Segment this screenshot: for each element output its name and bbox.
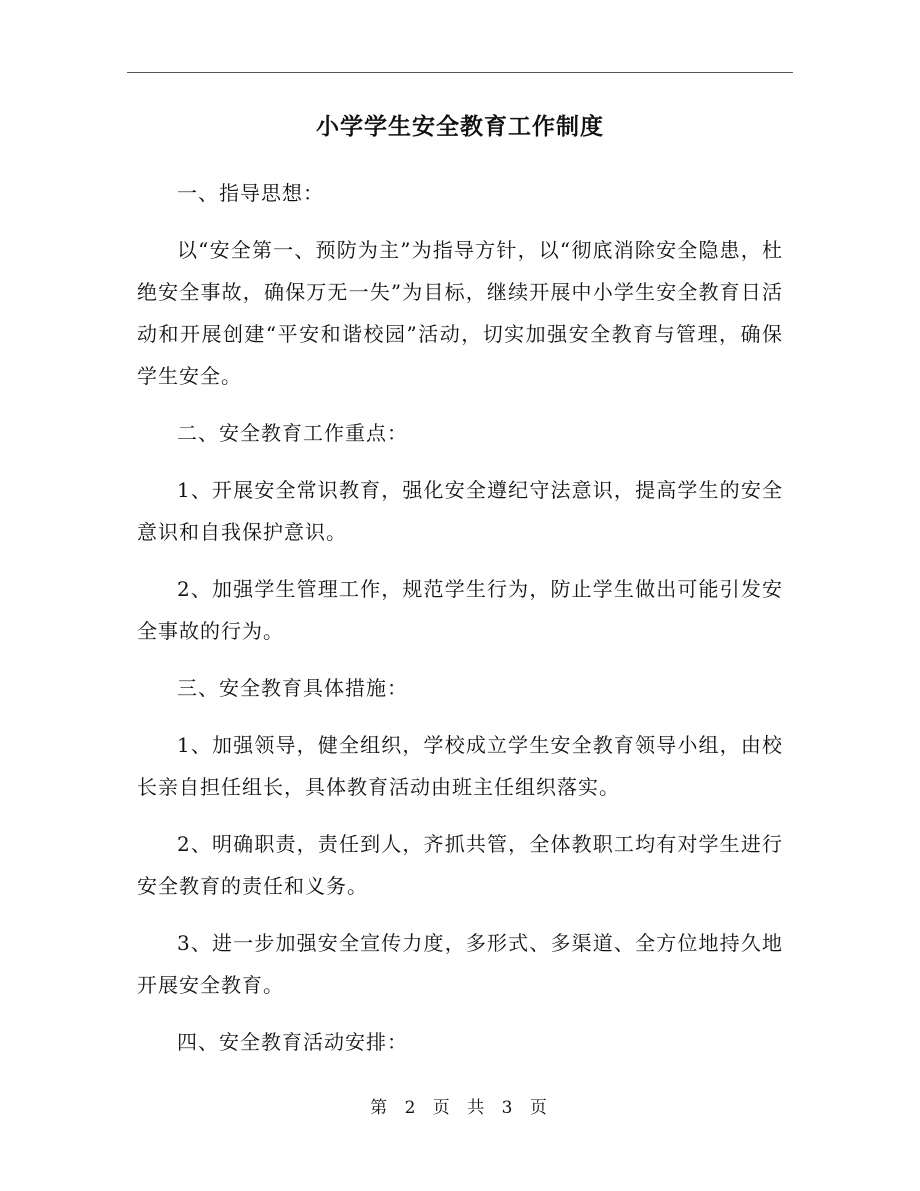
paragraph-measure-3: 3、进一步加强安全宣传力度，多形式、多渠道、全方位地持久地开展安全教育。 — [137, 931, 783, 997]
section-heading-activities: 四、安全教育活动安排： — [177, 1030, 408, 1054]
paragraph-key-point-2: 2、加强学生管理工作，规范学生行为，防止学生做出可能引发安全事故的行为。 — [137, 577, 783, 643]
document-title: 小学学生安全教育工作制度 — [316, 113, 604, 140]
header-rule — [127, 72, 793, 73]
section-heading-guiding-thought: 一、指导思想： — [177, 181, 324, 205]
paragraph-measure-2: 2、明确职责，责任到人，齐抓共管，全体教职工均有对学生进行安全教育的责任和义务。 — [137, 832, 783, 898]
section-heading-measures: 三、安全教育具体措施： — [177, 676, 408, 700]
paragraph-guiding-thought: 以“安全第一、预防为主”为指导方针，以“彻底消除安全隐患，杜绝安全事故，确保万无一失”为目标，继续开展中小学生安全教育日活动和开展创建“平安和谐校园”活动，切实加强安全教育与管理，确保学生安全。 — [137, 238, 783, 388]
paragraph-measure-1: 1、加强领导，健全组织，学校成立学生安全教育领导小组，由校长亲自担任组长，具体教育活动由班主任组织落实。 — [137, 733, 783, 799]
section-heading-key-points: 二、安全教育工作重点： — [177, 421, 408, 445]
document-body — [137, 172, 783, 1078]
paragraph-key-point-1: 1、开展安全常识教育，强化安全遵纪守法意识，提高学生的安全意识和自我保护意识。 — [137, 478, 783, 544]
page-number-footer: 第 2 页 共 3 页 — [370, 1098, 550, 1118]
